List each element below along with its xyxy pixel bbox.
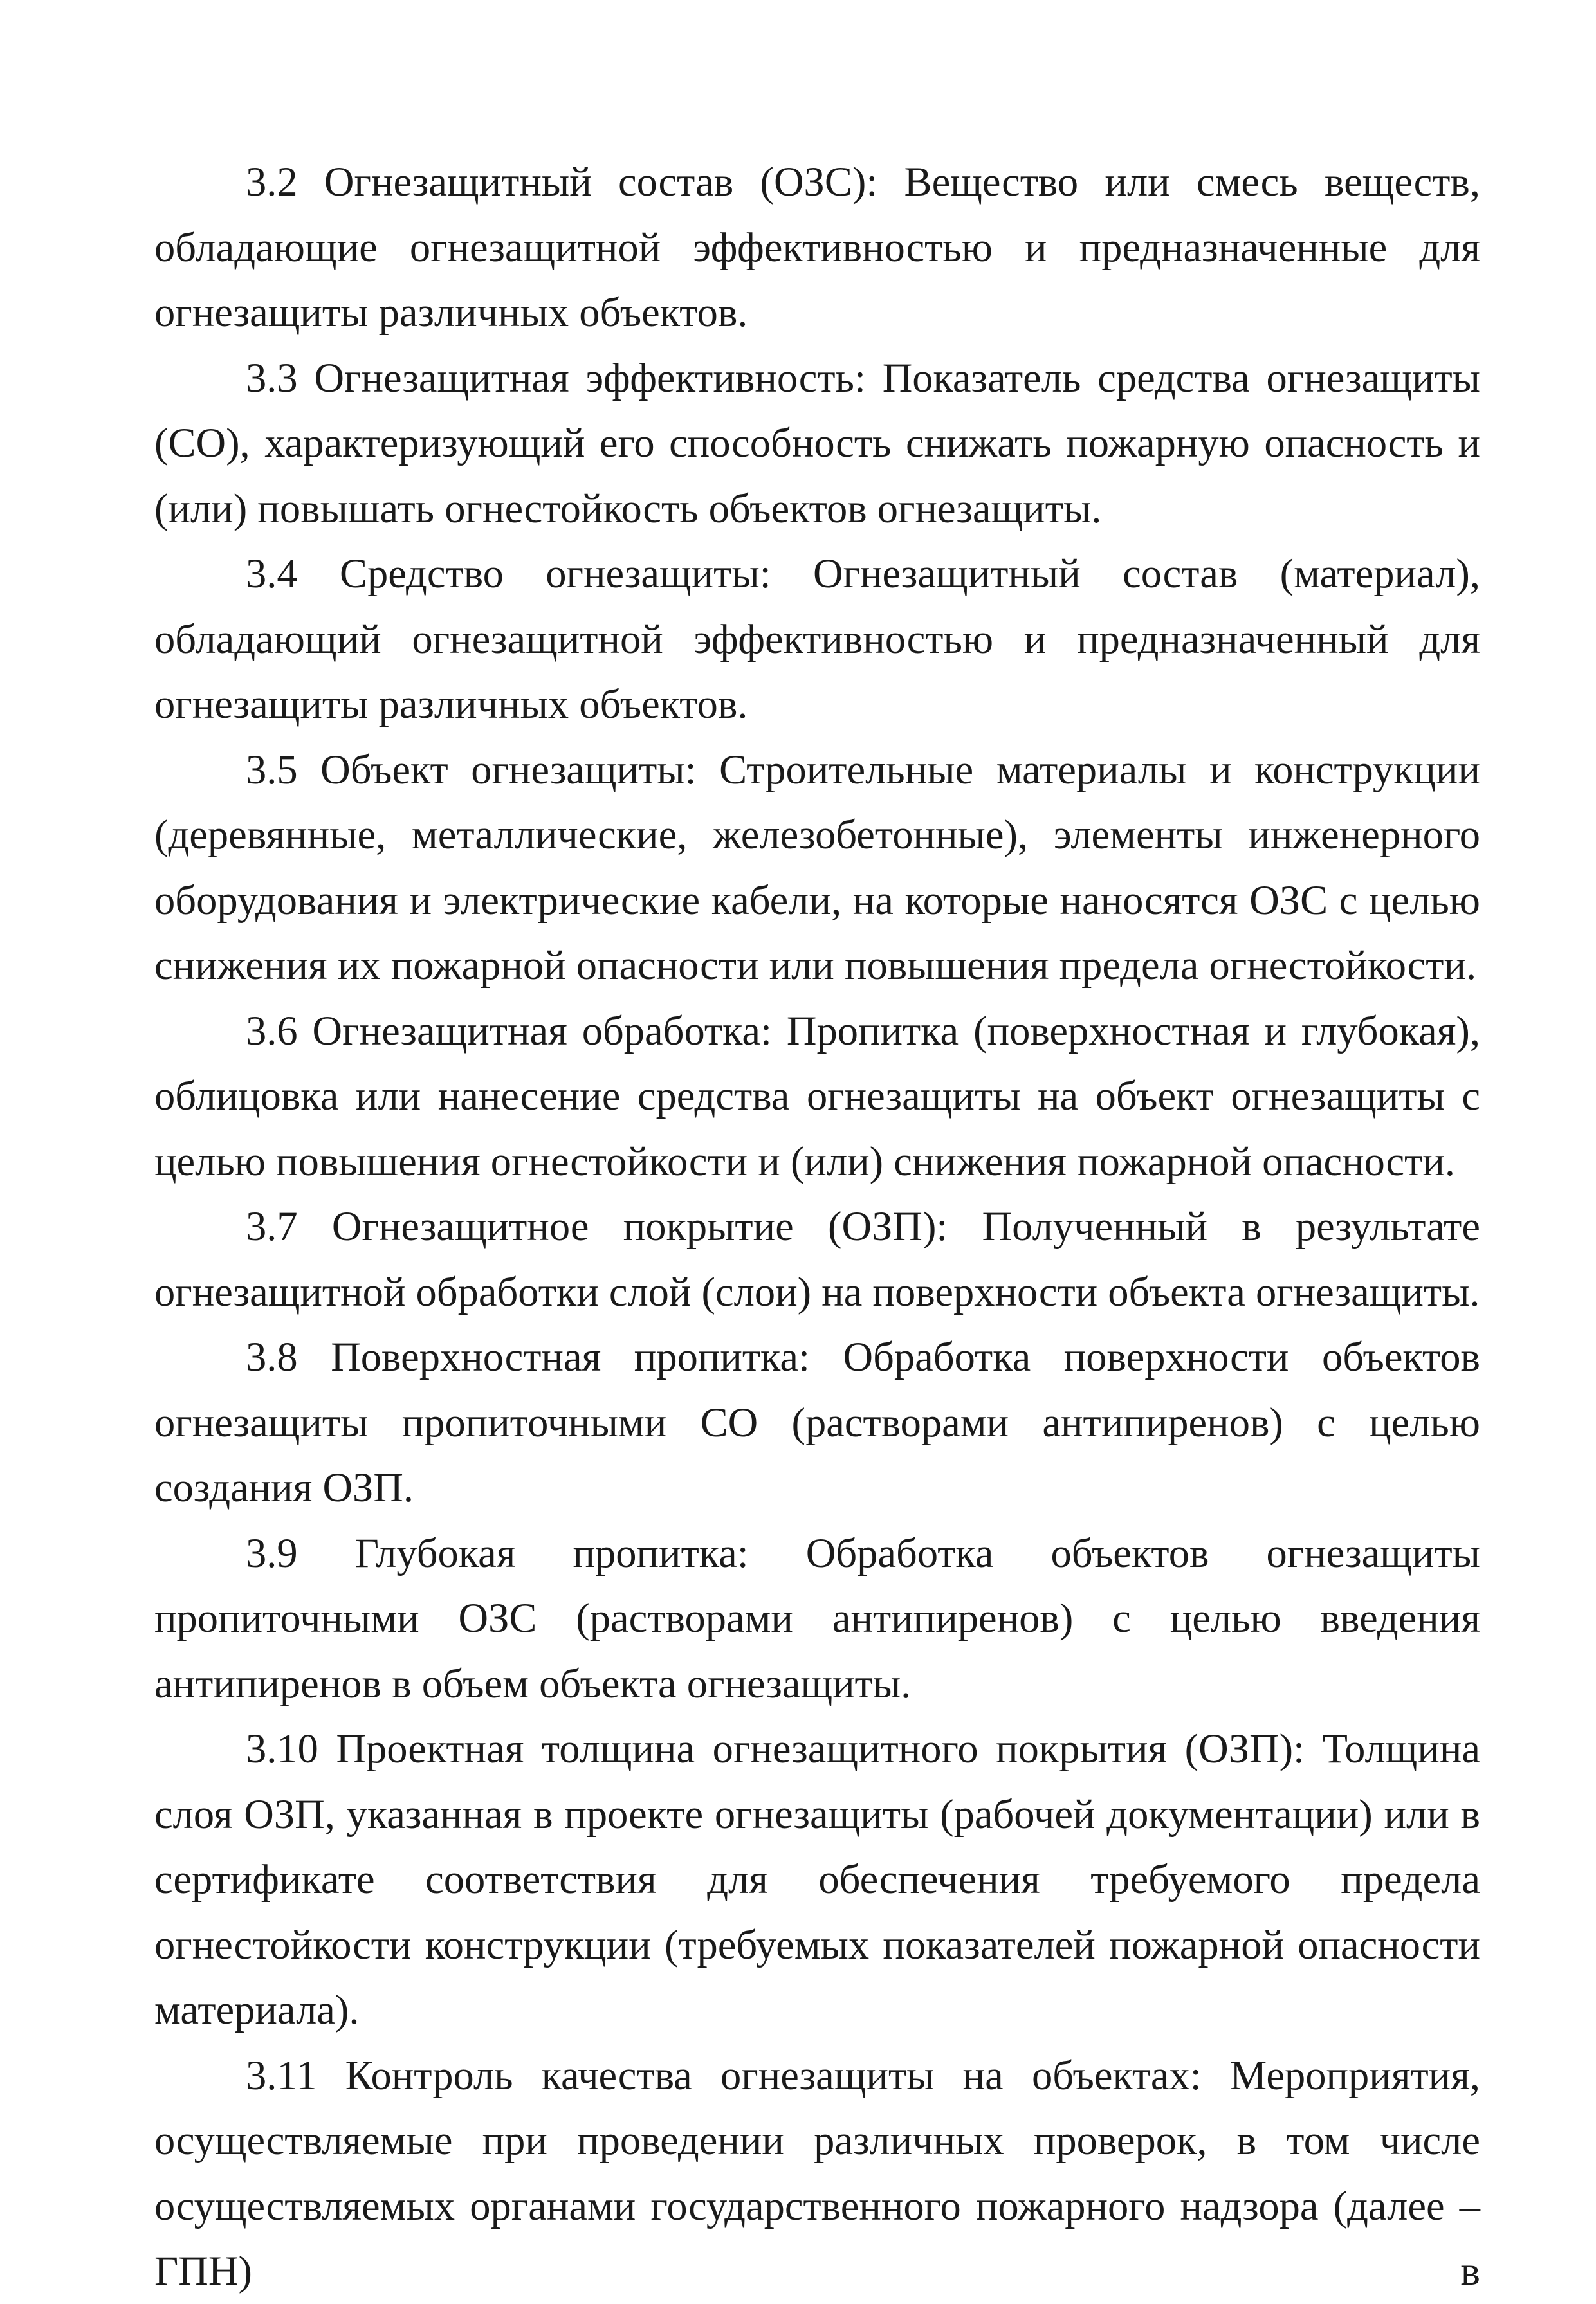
- definition-3-8: 3.8 Поверхностная пропитка: Обработка поверхности объектов огнезащиты пропиточными СО (растворами антипиренов) с целью создания ОЗП.: [154, 1334, 1480, 1510]
- definition-3-10: 3.10 Проектная толщина огнезащитного покрытия (ОЗП): Толщина слоя ОЗП, указанная в проекте огнезащиты (рабочей документации) или в сертификате соответствия для обеспечения требуемого предела огнестойкости конструкции (требуемых показателей пожарной опасности материала).: [154, 1726, 1480, 2033]
- definition-3-11: 3.11 Контроль качества огнезащиты на объектах: Мероприятия, осуществляемые при проведении различных проверок, в том числе осуществляемых органами государственного пожарного надзора (далее – ГПН) в: [154, 2052, 1480, 2294]
- definition-3-2: 3.2 Огнезащитный состав (ОЗС): Вещество или смесь веществ, обладающие огнезащитной эффективностью и предназначенные для огнезащиты различных объектов.: [154, 159, 1480, 335]
- definition-3-9: 3.9 Глубокая пропитка: Обработка объектов огнезащиты пропиточными ОЗС (растворами антипиренов) с целью введения антипиренов в объем объекта огнезащиты.: [154, 1530, 1480, 1706]
- definition-3-6: 3.6 Огнезащитная обработка: Пропитка (поверхностная и глубокая), облицовка или нанесение средства огнезащиты на объект огнезащиты с целью повышения огнестойкости и (или) снижения пожарной опасности.: [154, 1007, 1480, 1184]
- document-page: [154, 149, 1480, 2304]
- definition-3-4: 3.4 Средство огнезащиты: Огнезащитный состав (материал), обладающий огнезащитной эффективностью и предназначенный для огнезащиты различных объектов.: [154, 551, 1480, 727]
- definition-3-3: 3.3 Огнезащитная эффективность: Показатель средства огнезащиты (СО), характеризующий его способность снижать пожарную опасность и (или) повышать огнестойкость объектов огнезащиты.: [154, 354, 1480, 531]
- definition-3-5: 3.5 Объект огнезащиты: Строительные материалы и конструкции (деревянные, металлические, железобетонные), элементы инженерного оборудования и электрические кабели, на которые наносятся ОЗС с целью снижения их пожарной опасности или повышения предела огнестойкости.: [154, 746, 1480, 988]
- definition-3-7: 3.7 Огнезащитное покрытие (ОЗП): Полученный в результате огнезащитной обработки слой (слои) на поверхности объекта огнезащиты.: [154, 1203, 1480, 1315]
